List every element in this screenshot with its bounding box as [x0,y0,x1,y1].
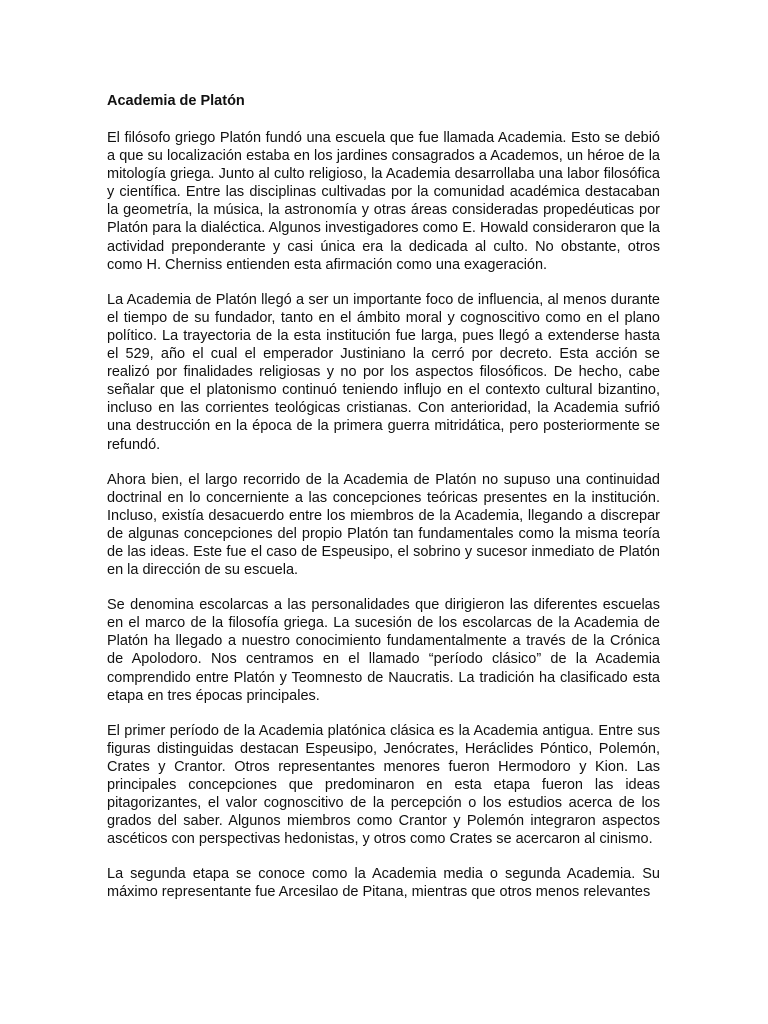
paragraph-3: Ahora bien, el largo recorrido de la Academia de Platón no supuso una continuidad doctrinal en lo concerniente a las concepciones teóricas presentes en la institución. Incluso, existía desacuerdo entre los miembros de la Academia, llegando a discrepar de algunas concepciones del propio Platón tan fundamentales como la misma teoría de las ideas. Este fue el caso de Espeusipo, el sobrino y sucesor inmediato de Platón en la dirección de su escuela. [107,471,660,579]
document-title: Academia de Platón [107,93,245,109]
document-page [107,91,660,902]
paragraph-2: La Academia de Platón llegó a ser un importante foco de influencia, al menos durante el tiempo de su fundador, tanto en el ámbito moral y cognoscitivo como en el plano político. La trayectoria de la esta institución fue larga, pues llegó a extenderse hasta el 529, año el cual el emperador Justiniano la cerró por decreto. Esta acción se realizó por finalidades religiosas y no por los aspectos filosóficos. De hecho, cabe señalar que el platonismo continuó teniendo influjo en el contexto cultural bizantino, incluso en las corrientes teológicas cristianas. Con anterioridad, la Academia sufrió una destrucción en la época de la primera guerra mitridática, pero posteriormente se refundó. [107,291,660,453]
paragraph-6: La segunda etapa se conoce como la Academia media o segunda Academia. Su máximo representante fue Arcesilao de Pitana, mientras que otros menos relevantes [107,866,660,901]
paragraph-4: Se denomina escolarcas a las personalidades que dirigieron las diferentes escuelas en el marco de la filosofía griega. La sucesión de los escolarcas de la Academia de Platón ha llegado a nuestro conocimiento fundamentalmente a través de la Crónica de Apolodoro. Nos centramos en el llamado “período clásico” de la Academia comprendido entre Platón y Teomnesto de Naucratis. La tradición ha clasificado esta etapa en tres épocas principales. [107,597,660,704]
paragraph-5: El primer período de la Academia platónica clásica es la Academia antigua. Entre sus figuras distinguidas destacan Espeusipo, Jenócrates, Heráclides Póntico, Polemón, Crates y Crantor. Otros representantes menores fueron Hermodoro y Kion. Las principales concepciones que predominaron en esta etapa fueron las ideas pitagorizantes, el valor cognoscitivo de la percepción o los estudios acerca de los grados del saber. Algunos miembros como Crantor y Polemón integraron aspectos ascéticos con perspectivas hedonistas, y otros como Crates se acercaron al cinismo. [107,722,660,848]
paragraph-1: El filósofo griego Platón fundó una escuela que fue llamada Academia. Esto se debió a que su localización estaba en los jardines consagrados a Academos, un héroe de la mitología griega. Junto al culto religioso, la Academia desarrollaba una labor filosófica y científica. Entre las disciplinas cultivadas por la comunidad académica destacaban la geometría, la música, la astronomía y otras áreas consideradas propedéuticas por Platón para la dialéctica. Algunos investigadores como E. Howald consideraron que la actividad preponderante y casi única era la dedicada al culto. No obstante, otros como H. Cherniss entienden esta afirmación como una exageración. [107,130,660,273]
